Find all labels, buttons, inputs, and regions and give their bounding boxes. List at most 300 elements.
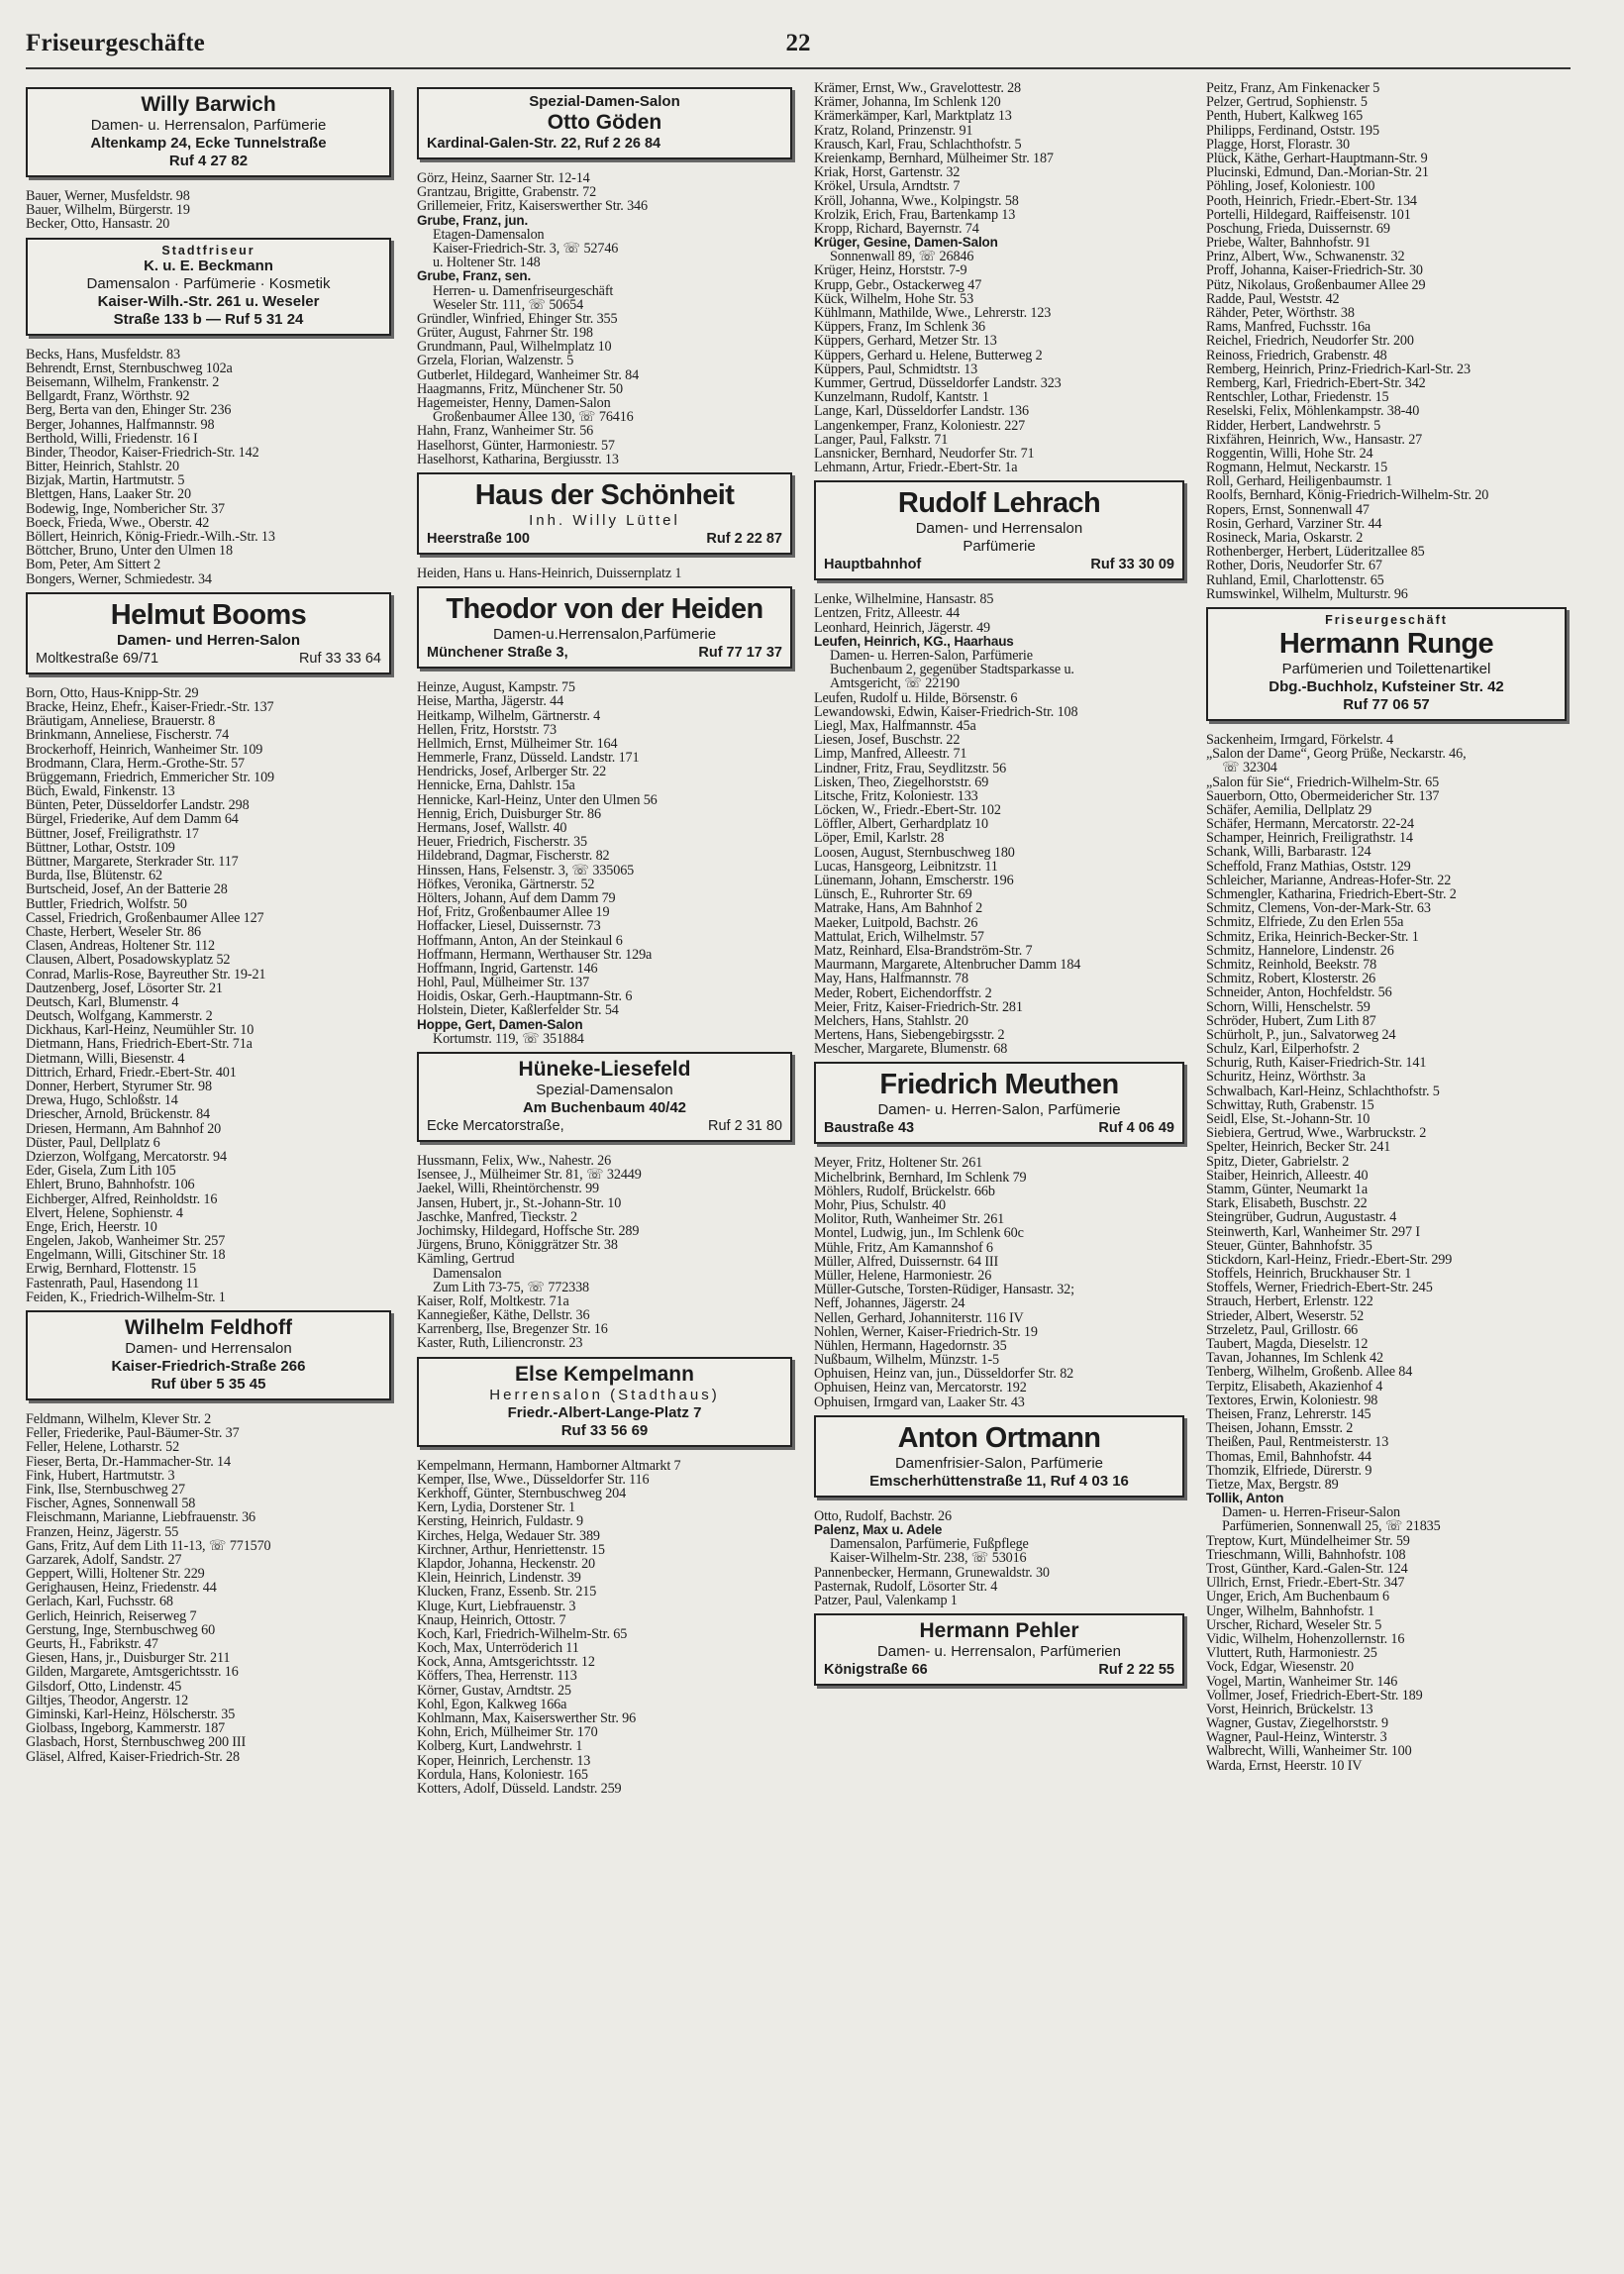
listing-entry: Otto, Rudolf, Bachstr. 26 [814,1508,952,1523]
ad-line: Damen- u. Herrensalon, Parfümerien [877,1643,1121,1661]
listing-entry: Lucas, Hansgeorg, Leibnitzstr. 11 [814,859,998,874]
listing-entry: Küppers, Gerhard u. Helene, Butterweg 2 [814,348,1043,362]
listing-entry: Schleicher, Marianne, Andreas-Hofer-Str. 22 [1206,873,1452,887]
listing-entry: Siebiera, Gertrud, Wwe., Warbruckstr. 2 [1206,1126,1427,1141]
listing-entry: Koch, Max, Unterröderich 11 [417,1641,579,1656]
listing-entry: Schmitz, Clemens, Von-der-Mark-Str. 63 [1206,901,1431,916]
ad-line: Kaiser-Friedrich-Straße 266 [111,1358,306,1375]
listing-entry: Fink, Ilse, Sternbuschweg 27 [26,1482,185,1498]
listing-entry: Krämer, Ernst, Ww., Gravelottestr. 28 [814,81,1021,96]
listing-entry: Steingrüber, Gudrun, Augustastr. 4 [1206,1210,1397,1225]
listing-entry: Blettgen, Hans, Laaker Str. 20 [26,487,191,502]
listing-entry: Müller-Gutsche, Torsten-Rüdiger, Hansastr. 32; [814,1283,1074,1297]
listing-entry: Schürholt, P., jun., Salvatorweg 24 [1206,1027,1396,1043]
listing-entry: Leufen, Heinrich, KG., Haarhaus [814,634,1014,649]
ad-headline: Haus der Schönheit [474,478,735,511]
listing-entry: Jansen, Hubert, jr., St.-Johann-Str. 10 [417,1195,622,1210]
listing-continuation: ☏ 32304 [1222,761,1277,775]
listing-entry: Isensee, J., Mülheimer Str. 81, ☏ 32449 [417,1168,642,1183]
listing-entry: Koper, Heinrich, Lerchenstr. 13 [417,1753,591,1768]
listing-entry: Poschung, Frieda, Duissernstr. 69 [1206,221,1390,237]
listing-entry: Lünemann, Johann, Emscherstr. 196 [814,874,1014,888]
advertisement-box [814,1613,1184,1686]
listing-entry: Grillemeier, Fritz, Kaiserswerther Str. 346 [417,199,648,214]
listing-entry: Steuer, Günter, Bahnhofstr. 35 [1206,1238,1372,1253]
listing-entry: Hennicke, Karl-Heinz, Unter den Ulmen 56 [417,792,658,807]
listing-entry: Langer, Paul, Falkstr. 71 [814,432,949,447]
listing-entry: Stamm, Günter, Neumarkt 1a [1206,1182,1368,1197]
listing-entry: Boeck, Frieda, Wwe., Oberstr. 42 [26,515,210,530]
listing-entry: Meder, Robert, Eichendorffstr. 2 [814,985,992,1000]
listing-entry: Ullrich, Ernst, Friedr.-Ebert-Str. 347 [1206,1576,1405,1591]
listing-entry: Mühle, Fritz, Am Kamannshof 6 [814,1240,993,1255]
listing-entry: Schuritz, Heinz, Wörthstr. 3a [1206,1070,1366,1085]
listing-entry: Bizjak, Martin, Hartmutstr. 5 [26,473,185,488]
listing-entry: Müller, Alfred, Duissernstr. 64 III [814,1254,999,1269]
listing-entry: Clausen, Albert, Posadowskyplatz 52 [26,953,231,968]
listing-entry: Rixfähren, Heinrich, Ww., Hansastr. 27 [1206,432,1423,447]
header-rule [26,67,1571,69]
listing-entry: Bom, Peter, Am Sittert 2 [26,558,161,572]
listing-entry: Krupp, Gebr., Ostackerweg 47 [814,277,982,292]
listing-entry: Klein, Heinrich, Lindenstr. 39 [417,1571,581,1586]
listing-entry: Gutberlet, Hildegard, Wanheimer Str. 84 [417,367,640,382]
listing-entry: Rentschler, Lothar, Friedenstr. 15 [1206,390,1389,405]
column-3 [814,81,1190,1698]
listing-entry: Schmitz, Reinhold, Beekstr. 78 [1206,957,1377,973]
listing-entry: Düster, Paul, Dellplatz 6 [26,1135,160,1150]
listing-entry: Kühlmann, Mathilde, Wwe., Lehrerstr. 123 [814,306,1052,321]
listing-continuation: Kaiser-Friedrich-Str. 3, ☏ 52746 [433,241,619,257]
listing-entry: Jaekel, Willi, Rheintörchenstr. 99 [417,1182,599,1196]
ad-line: Damen-u.Herrensalon,Parfümerie [492,626,717,644]
listing-entry: Kröll, Johanna, Wwe., Kolpingstr. 58 [814,193,1019,208]
listing-entry: Grüter, August, Fahrner Str. 198 [417,326,593,341]
listing-entry: Eichberger, Alfred, Reinholdstr. 16 [26,1191,218,1206]
listing-entry: Brüggemann, Friedrich, Emmericher Str. 109 [26,770,274,785]
listing-entry: Heise, Martha, Jägerstr. 44 [417,694,564,709]
listing-entry: Terpitz, Elisabeth, Akazienhof 4 [1206,1379,1383,1394]
ad-line: Kaiser-Wilh.-Str. 261 u. Weseler [97,292,320,310]
ad-line: Ruf 77 06 57 [1343,695,1430,713]
listing-entry: Glasbach, Horst, Sternbuschweg 200 III [26,1735,247,1750]
ad-address: Heerstraße 100 [427,530,530,547]
listing-entry: Gerstung, Inge, Sternbuschweg 60 [26,1622,216,1637]
listing-entry: Müller, Helene, Harmoniestr. 26 [814,1268,992,1284]
listing-entry: Hinssen, Hans, Felsenstr. 3, ☏ 335065 [417,863,635,878]
listing-entry: Nellen, Gerhard, Johanniterstr. 116 IV [814,1310,1024,1325]
listing-entry: Peitz, Franz, Am Finkenacker 5 [1206,81,1380,96]
listing-entry: Philipps, Ferdinand, Oststr. 195 [1206,123,1379,138]
listing-entry: Trost, Günther, Kard.-Galen-Str. 124 [1206,1562,1408,1577]
ad-line: Damensalon · Parfümerie · Kosmetik [86,274,331,292]
ad-footer [822,556,1176,573]
listing-entry: Bitter, Heinrich, Stahlstr. 20 [26,460,179,474]
listing-entry: Gans, Fritz, Auf dem Lith 11-13, ☏ 771570 [26,1538,271,1553]
listing-entry: Leufen, Rudolf u. Hilde, Börsenstr. 6 [814,690,1018,705]
listing-entry: Berthold, Willi, Friedenstr. 16 I [26,431,198,446]
listing-entry: Matrake, Hans, Am Bahnhof 2 [814,901,983,916]
listing-continuation: Zum Lith 73-75, ☏ 772338 [433,1280,589,1294]
listing-entry: Jochimsky, Hildegard, Hoffsche Str. 289 [417,1223,640,1239]
listing-entry: Walbrecht, Willi, Wanheimer Str. 100 [1206,1744,1412,1759]
listing-entry: Mescher, Margarete, Blumenstr. 68 [814,1042,1008,1057]
listing-continuation: Weseler Str. 111, ☏ 50654 [433,297,584,312]
listing-entry: Vock, Edgar, Wiesenstr. 20 [1206,1660,1354,1675]
listing-entry: Kaster, Ruth, Liliencronstr. 23 [417,1336,583,1351]
listing-entry: Lentzen, Fritz, Alleestr. 44 [814,606,961,621]
listing-entry: Vluttert, Ruth, Harmoniestr. 25 [1206,1646,1377,1661]
listing-entry: Kaiser, Rolf, Moltkestr. 71a [417,1293,569,1309]
listing-entry: Roggentin, Willi, Hohe Str. 24 [1206,446,1373,462]
listing-entry: Grube, Franz, sen. [417,269,532,284]
listing-entry: Burtscheid, Josef, An der Batterie 28 [26,882,228,897]
ad-line: Am Buchenbaum 40/42 [522,1099,687,1116]
listing-entry: Schröder, Hubert, Zum Lith 87 [1206,1013,1376,1028]
listing-entry: Strieder, Albert, Weserstr. 52 [1206,1308,1365,1323]
listing-entry: Brodmann, Clara, Herm.-Grothe-Str. 57 [26,756,246,771]
listing-entry: Brinkmann, Anneliese, Fischerstr. 74 [26,728,230,743]
listing-entry: Thomas, Emil, Bahnhofstr. 44 [1206,1449,1371,1464]
listing-entry: Görz, Heinz, Saarner Str. 12-14 [417,171,590,186]
listing-entry: Grzela, Florian, Walzenstr. 5 [417,354,574,368]
ad-line: Damen- und Herrensalon [915,520,1083,538]
advertisement-box [417,586,792,669]
ad-line: Damen- u. Herrensalon, Parfümerie [90,117,327,134]
listing-entry: Krämerkämper, Karl, Marktplatz 13 [814,109,1012,124]
listing-entry: Engelmann, Willi, Gitschiner Str. 18 [26,1248,226,1263]
ad-footer [425,530,784,548]
listing-entry: Elvert, Helene, Sophienstr. 4 [26,1205,183,1220]
listing-continuation: Buchenbaum 2, gegenüber Stadtsparkasse u. [830,663,1074,677]
listing-entry: Mohr, Pius, Schulstr. 40 [814,1198,946,1213]
listing-continuation: Kortumstr. 119, ☏ 351884 [433,1031,584,1046]
listing-entry: Trieschmann, Willi, Bahnhofstr. 108 [1206,1547,1406,1562]
listing-entry: Bracke, Heinz, Ehefr., Kaiser-Friedr.-Str. 137 [26,699,274,715]
advertisement-box [814,1062,1184,1144]
listing-entry: Clasen, Andreas, Holtener Str. 112 [26,939,215,954]
listing-entry: Kern, Lydia, Dorstener Str. 1 [417,1500,575,1515]
listing-entry: Vorst, Heinrich, Brückelstr. 13 [1206,1702,1373,1717]
listing-entry: Reselski, Felix, Möhlenkampstr. 38-40 [1206,404,1420,419]
ad-headline: Theodor von der Heiden [446,593,763,626]
listing-entry: Tenberg, Wilhelm, Großenb. Allee 84 [1206,1365,1413,1380]
listing-entry: Küppers, Franz, Im Schlenk 36 [814,320,985,335]
listing-entry: Feller, Helene, Lotharstr. 52 [26,1440,180,1455]
ad-phone: Ruf 77 17 37 [698,645,782,662]
listing-entry: Rähder, Peter, Wörthstr. 38 [1206,306,1355,321]
listing-entry: Fastenrath, Paul, Hasendong 11 [26,1276,200,1291]
listing-entry: Hölters, Johann, Auf dem Damm 79 [417,890,616,906]
listing-entry: Kotters, Adolf, Düsseld. Landstr. 259 [417,1781,622,1797]
listing-entry: Krämer, Johanna, Im Schlenk 120 [814,95,1001,110]
listing-entry: Geurts, H., Fabrikstr. 47 [26,1637,158,1652]
listing-entry: Schmitz, Robert, Klosterstr. 26 [1206,972,1376,986]
listing-entry: Hemmerle, Franz, Düsseld. Landstr. 171 [417,751,640,766]
listing-entry: Meier, Fritz, Kaiser-Friedrich-Str. 281 [814,999,1023,1014]
ad-line: Ruf über 5 35 45 [151,1376,266,1393]
listing-entry: Roolfs, Bernhard, König-Friedrich-Wilhelm-Str. 20 [1206,488,1489,503]
listing-entry: Kratz, Roland, Prinzenstr. 91 [814,123,973,138]
listing-continuation: Damensalon [433,1266,502,1281]
ad-footer [822,1119,1176,1137]
listing-entry: Fischer, Agnes, Sonnenwall 58 [26,1497,196,1511]
listing-entry: Bodewig, Inge, Nombericher Str. 37 [26,501,225,516]
ad-line: Emscherhüttenstraße 11, Ruf 4 03 16 [869,1472,1129,1490]
listing-entry: Vogel, Martin, Wanheimer Str. 146 [1206,1674,1398,1689]
listing-entry: Pütz, Nikolaus, Großenbaumer Allee 29 [1206,277,1426,292]
ad-headline: Wilhelm Feldhoff [125,1316,292,1339]
listing-entry: Dickhaus, Karl-Heinz, Neumühler Str. 10 [26,1023,254,1038]
listing-entry: Tavan, Johannes, Im Schlenk 42 [1206,1351,1383,1366]
listing-entry: Lisken, Theo, Ziegelhorststr. 69 [814,775,989,789]
listing-entry: Koch, Karl, Friedrich-Wilhelm-Str. 65 [417,1626,628,1642]
listing-entry: Meyer, Fritz, Holtener Str. 261 [814,1156,983,1171]
listing-continuation: Damensalon, Parfümerie, Fußpflege [830,1537,1029,1552]
ad-headline: Friedrich Meuthen [879,1069,1119,1101]
listing-entry: Stickdorn, Karl-Heinz, Friedr.-Ebert-Str. 299 [1206,1252,1453,1268]
listing-entry: Schorn, Willi, Henschelstr. 59 [1206,999,1370,1014]
listing-entry: Kannegießer, Käthe, Dellstr. 36 [417,1308,590,1323]
listing-entry: Roll, Gerhard, Heiligenbaumstr. 1 [1206,474,1393,489]
listing-entry: Mertens, Hans, Siebengebirgsstr. 2 [814,1028,1005,1043]
listing-entry: Tollik, Anton [1206,1492,1284,1506]
ad-footer [425,1117,784,1135]
listing-entry: Theißen, Paul, Rentmeisterstr. 13 [1206,1435,1389,1450]
listing-entry: Nußbaum, Wilhelm, Münzstr. 1-5 [814,1353,999,1368]
ad-line: Damen- u. Herren-Salon, Parfümerie [877,1101,1121,1119]
listing-entry: Scheffold, Franz Mathias, Oststr. 129 [1206,859,1411,874]
listing-entry: Bauer, Wilhelm, Bürgerstr. 19 [26,203,190,218]
ad-address: Moltkestraße 69/71 [36,650,159,667]
listing-entry: Kock, Anna, Amtsgerichtsstr. 12 [417,1655,595,1670]
listing-entry: Nühlen, Hermann, Hagedornstr. 35 [814,1338,1007,1354]
advertisement-box [26,87,391,177]
listing-entry: Patzer, Paul, Valenkamp 1 [814,1593,958,1608]
listing-entry: Montel, Ludwig, jun., Im Schlenk 60c [814,1226,1024,1241]
listing-entry: Schmitz, Erika, Heinrich-Becker-Str. 1 [1206,929,1419,944]
listing-entry: „Salon für Sie“, Friedrich-Wilhelm-Str. 65 [1206,775,1440,789]
listing-entry: Nohlen, Werner, Kaiser-Friedrich-Str. 19 [814,1324,1038,1339]
ad-line: Damen- und Herren-Salon [116,631,301,649]
advertisement-box [26,238,391,336]
listing-continuation: Herren- u. Damenfriseurgeschäft [433,283,614,298]
listing-entry: Hoffmann, Anton, An der Steinkaul 6 [417,933,623,948]
listing-entry: Matz, Reinhard, Elsa-Brandström-Str. 7 [814,943,1033,959]
advertisement-box [1206,607,1567,721]
listing-entry: Bongers, Werner, Schmiedestr. 34 [26,571,212,586]
listing-entry: Rams, Manfred, Fuchsstr. 16a [1206,320,1371,335]
listing-entry: Tietze, Max, Bergstr. 89 [1206,1477,1339,1493]
listing-entry: Hahn, Franz, Wanheimer Str. 56 [417,424,594,439]
listing-entry: Kohl, Egon, Kalkweg 166a [417,1697,567,1711]
listing-entry: Kropp, Richard, Bayernstr. 74 [814,221,979,237]
listing-entry: Cassel, Friedrich, Großenbaumer Allee 127 [26,910,264,925]
ad-address: Königstraße 66 [824,1662,928,1679]
listing-entry: Kriak, Horst, Gartenstr. 32 [814,165,961,180]
ad-line: Altenkamp 24, Ecke Tunnelstraße [90,135,327,152]
listing-entry: Unger, Wilhelm, Bahnhofstr. 1 [1206,1603,1374,1618]
listing-entry: Bürgel, Friederike, Auf dem Damm 64 [26,812,239,827]
ad-phone: Ruf 2 31 80 [708,1118,782,1134]
listing-entry: Maeker, Luitpold, Bachstr. 26 [814,915,978,930]
listing-entry: Molitor, Ruth, Wanheimer Str. 261 [814,1212,1005,1227]
listing-entry: Donner, Herbert, Styrumer Str. 98 [26,1080,212,1094]
listing-entry: Schamper, Heinrich, Freiligrathstr. 14 [1206,831,1413,846]
listing-entry: Löffler, Albert, Gerhardplatz 10 [814,817,988,832]
listing-entry: Ropers, Ernst, Sonnenwall 47 [1206,502,1370,517]
section-title: Friseurgeschäfte [26,30,205,56]
listing-continuation: Parfümerien, Sonnenwall 25, ☏ 21835 [1222,1519,1441,1534]
advertisement-box [814,1415,1184,1498]
listing-entry: Rogmann, Helmut, Neckarstr. 15 [1206,461,1388,475]
listing-entry: Priebe, Walter, Bahnhofstr. 91 [1206,236,1371,251]
listing-entry: Lansnicker, Bernhard, Neudorfer Str. 71 [814,446,1035,462]
listing-entry: Gilsdorf, Otto, Lindenstr. 45 [26,1679,182,1694]
listing-entry: Rothenberger, Herbert, Lüderitzallee 85 [1206,545,1425,560]
listing-entry: Knaup, Heinrich, Ottostr. 7 [417,1612,566,1627]
listing-entry: Dietmann, Hans, Friedrich-Ebert-Str. 71a [26,1037,253,1052]
listing-entry: Schmitz, Elfriede, Zu den Erlen 55a [1206,915,1404,930]
ad-phone: Ruf 4 06 49 [1098,1120,1174,1137]
listing-entry: Melchers, Hans, Stahlstr. 20 [814,1013,968,1029]
listing-entry: Pöhling, Josef, Koloniestr. 100 [1206,179,1375,194]
ad-phone: Ruf 2 22 55 [1098,1662,1174,1679]
listing-entry: Franzen, Heinz, Jägerstr. 55 [26,1524,179,1539]
listing-entry: Büch, Ewald, Finkenstr. 13 [26,784,175,799]
listing-entry: Hoffacker, Liesel, Duissernstr. 73 [417,919,601,934]
listing-entry: Kämling, Gertrud [417,1252,515,1267]
listing-continuation: Großenbaumer Allee 130, ☏ 76416 [433,410,634,425]
ad-headline: Rudolf Lehrach [897,487,1101,520]
listing-entry: Becks, Hans, Musfeldstr. 83 [26,347,180,362]
listing-entry: Lewandowski, Edwin, Kaiser-Friedrich-Str. 108 [814,704,1078,719]
listing-entry: Kempelmann, Hermann, Hamborner Altmarkt 7 [417,1458,681,1473]
ad-line: Straße 133 b — Ruf 5 31 24 [113,310,304,328]
listing-entry: Kohn, Erich, Mülheimer Str. 170 [417,1725,598,1740]
listing-entry: Portelli, Hildegard, Raiffeisenstr. 101 [1206,207,1411,222]
listing-entry: Schäfer, Hermann, Mercatorstr. 22-24 [1206,817,1414,832]
listing-entry: Büttner, Lothar, Oststr. 109 [26,840,175,855]
listing-entry: Theisen, Franz, Lehrerstr. 145 [1206,1406,1371,1422]
listing-entry: Strzeletz, Paul, Grillostr. 66 [1206,1322,1359,1337]
listing-entry: Karrenberg, Ilse, Bregenzer Str. 16 [417,1322,608,1337]
listing-entry: Vollmer, Josef, Friedrich-Ebert-Str. 189 [1206,1688,1423,1703]
listing-entry: Bünten, Peter, Düsseldorfer Landstr. 298 [26,798,250,813]
listing-entry: Hellen, Fritz, Horststr. 73 [417,722,557,737]
ad-line: Inh. Willy Lüttel [529,511,680,529]
listing-entry: Urscher, Richard, Weseler Str. 5 [1206,1617,1382,1632]
listing-entry: Palenz, Max u. Adele [814,1523,943,1537]
listing-entry: Vidic, Wilhelm, Hohenzollernstr. 16 [1206,1631,1405,1647]
ad-line: K. u. E. Beckmann [144,257,273,274]
listing-entry: Driesen, Hermann, Am Bahnhof 20 [26,1121,222,1136]
listing-entry: Born, Otto, Haus-Knipp-Str. 29 [26,685,199,700]
ad-footer [425,644,784,662]
listing-entry: Fieser, Berta, Dr.-Hammacher-Str. 14 [26,1454,231,1469]
listing-entry: Bauer, Werner, Musfeldstr. 98 [26,189,190,204]
ad-address: Ecke Mercatorstraße, [427,1118,564,1134]
listing-entry: Rother, Doris, Neudorfer Str. 67 [1206,559,1382,573]
ad-line: Parfümerien und Toilettenartikel [1281,660,1491,677]
listing-entry: Hendricks, Josef, Arlberger Str. 22 [417,765,607,779]
listing-entry: Höfkes, Veronika, Gärtnerstr. 52 [417,877,595,891]
listing-entry: Kohlmann, Max, Kaiserswerther Str. 96 [417,1711,637,1726]
listing-entry: Theisen, Johann, Emsstr. 2 [1206,1421,1354,1436]
listing-entry: Berg, Berta van den, Ehinger Str. 236 [26,403,232,418]
listing-entry: Hellmich, Ernst, Mülheimer Str. 164 [417,736,618,752]
listing-continuation: Kaiser-Wilhelm-Str. 238, ☏ 53016 [830,1551,1027,1566]
listing-entry: Kluge, Kurt, Liebfrauenstr. 3 [417,1599,576,1613]
advertisement-box [26,592,391,674]
listing-entry: Penth, Hubert, Kalkweg 165 [1206,109,1364,124]
listing-entry: Kreienkamp, Bernhard, Mülheimer Str. 187 [814,151,1054,166]
listing-entry: Kersting, Heinrich, Fuldastr. 9 [417,1514,583,1529]
listing-entry: Hohl, Paul, Mülheimer Str. 137 [417,976,590,990]
listing-entry: Steinwerth, Karl, Wanheimer Str. 297 I [1206,1224,1420,1239]
listing-continuation: Damen- u. Herren-Friseur-Salon [1222,1505,1400,1520]
listing-entry: Löper, Emil, Karlstr. 28 [814,831,945,846]
listing-continuation: Amtsgericht, ☏ 22190 [830,676,960,691]
listing-entry: Hildebrand, Dagmar, Fischerstr. 82 [417,849,610,864]
listing-entry: Köffers, Thea, Herrenstr. 113 [417,1669,577,1684]
listing-continuation: Etagen-Damensalon [433,227,545,242]
listing-entry: Hagemeister, Henny, Damen-Salon [417,396,611,411]
listing-entry: Büttner, Josef, Freiligrathstr. 17 [26,826,199,841]
listing-entry: Buttler, Friedrich, Wolfstr. 50 [26,896,187,911]
listing-entry: Binder, Theodor, Kaiser-Friedrich-Str. 142 [26,445,259,461]
listing-entry: Sackenheim, Irmgard, Förkelstr. 4 [1206,732,1393,748]
listing-entry: Lehmann, Artur, Friedr.-Ebert-Str. 1a [814,461,1018,475]
listing-entry: Proff, Johanna, Kaiser-Friedrich-Str. 30 [1206,263,1423,278]
listing-entry: Heuer, Friedrich, Fischerstr. 35 [417,835,587,850]
ad-line: Damen- und Herrensalon [125,1340,292,1357]
advertisement-box [814,480,1184,580]
listing-entry: Holstein, Dieter, Kaßlerfelder Str. 54 [417,1003,619,1018]
listing-entry: Rosineck, Maria, Oskarstr. 2 [1206,531,1364,546]
listing-entry: Klapdor, Johanna, Heckenstr. 20 [417,1556,595,1572]
ad-line: Parfümerie [963,538,1036,556]
listing-entry: Rumswinkel, Wilhelm, Multurstr. 96 [1206,586,1408,601]
listing-entry: Gerlich, Heinrich, Reiserweg 7 [26,1608,197,1623]
listing-entry: Liegl, Max, Halfmannstr. 45a [814,718,976,734]
listing-entry: Giminski, Karl-Heinz, Hölscherstr. 35 [26,1706,236,1722]
ad-headline: Helmut Booms [110,598,307,631]
listing-entry: Drewa, Hugo, Schloßstr. 14 [26,1093,178,1108]
listing-entry: Taubert, Magda, Dieselstr. 12 [1206,1337,1369,1352]
listing-entry: Kirches, Helga, Wedauer Str. 389 [417,1528,600,1543]
listing-entry: Feiden, K., Friedrich-Wilhelm-Str. 1 [26,1290,226,1304]
listing-entry: Gerlach, Karl, Fuchsstr. 68 [26,1595,173,1609]
listing-entry: Liesen, Josef, Buschstr. 22 [814,733,961,748]
ad-headline: Willy Barwich [141,93,276,116]
advertisement-box [417,1357,792,1447]
ad-line: Ruf 4 27 82 [168,153,249,169]
listing-entry: Wagner, Paul-Heinz, Winterstr. 3 [1206,1730,1387,1745]
listing-continuation: u. Holtener Str. 148 [433,256,541,270]
listing-entry: Remberg, Heinrich, Prinz-Friedrich-Karl-Str. 23 [1206,362,1471,376]
ad-footer [425,135,784,153]
listing-entry: Garzarek, Adolf, Sandstr. 27 [26,1552,182,1568]
listing-entry: Klucken, Franz, Essenb. Str. 215 [417,1585,597,1600]
listing-entry: Küppers, Paul, Schmidtstr. 13 [814,362,978,376]
listing-entry: Grantzau, Brigitte, Grabenstr. 72 [417,185,597,200]
listing-entry: Prinz, Albert, Ww., Schwanenstr. 32 [1206,250,1405,264]
listing-entry: Bellgardt, Franz, Wörthstr. 92 [26,389,190,404]
listing-entry: Stark, Elisabeth, Buschstr. 22 [1206,1196,1368,1211]
listing-entry: Hoffmann, Ingrid, Gartenstr. 146 [417,961,598,977]
listing-entry: Giolbass, Ingeborg, Kammerstr. 187 [26,1721,226,1736]
